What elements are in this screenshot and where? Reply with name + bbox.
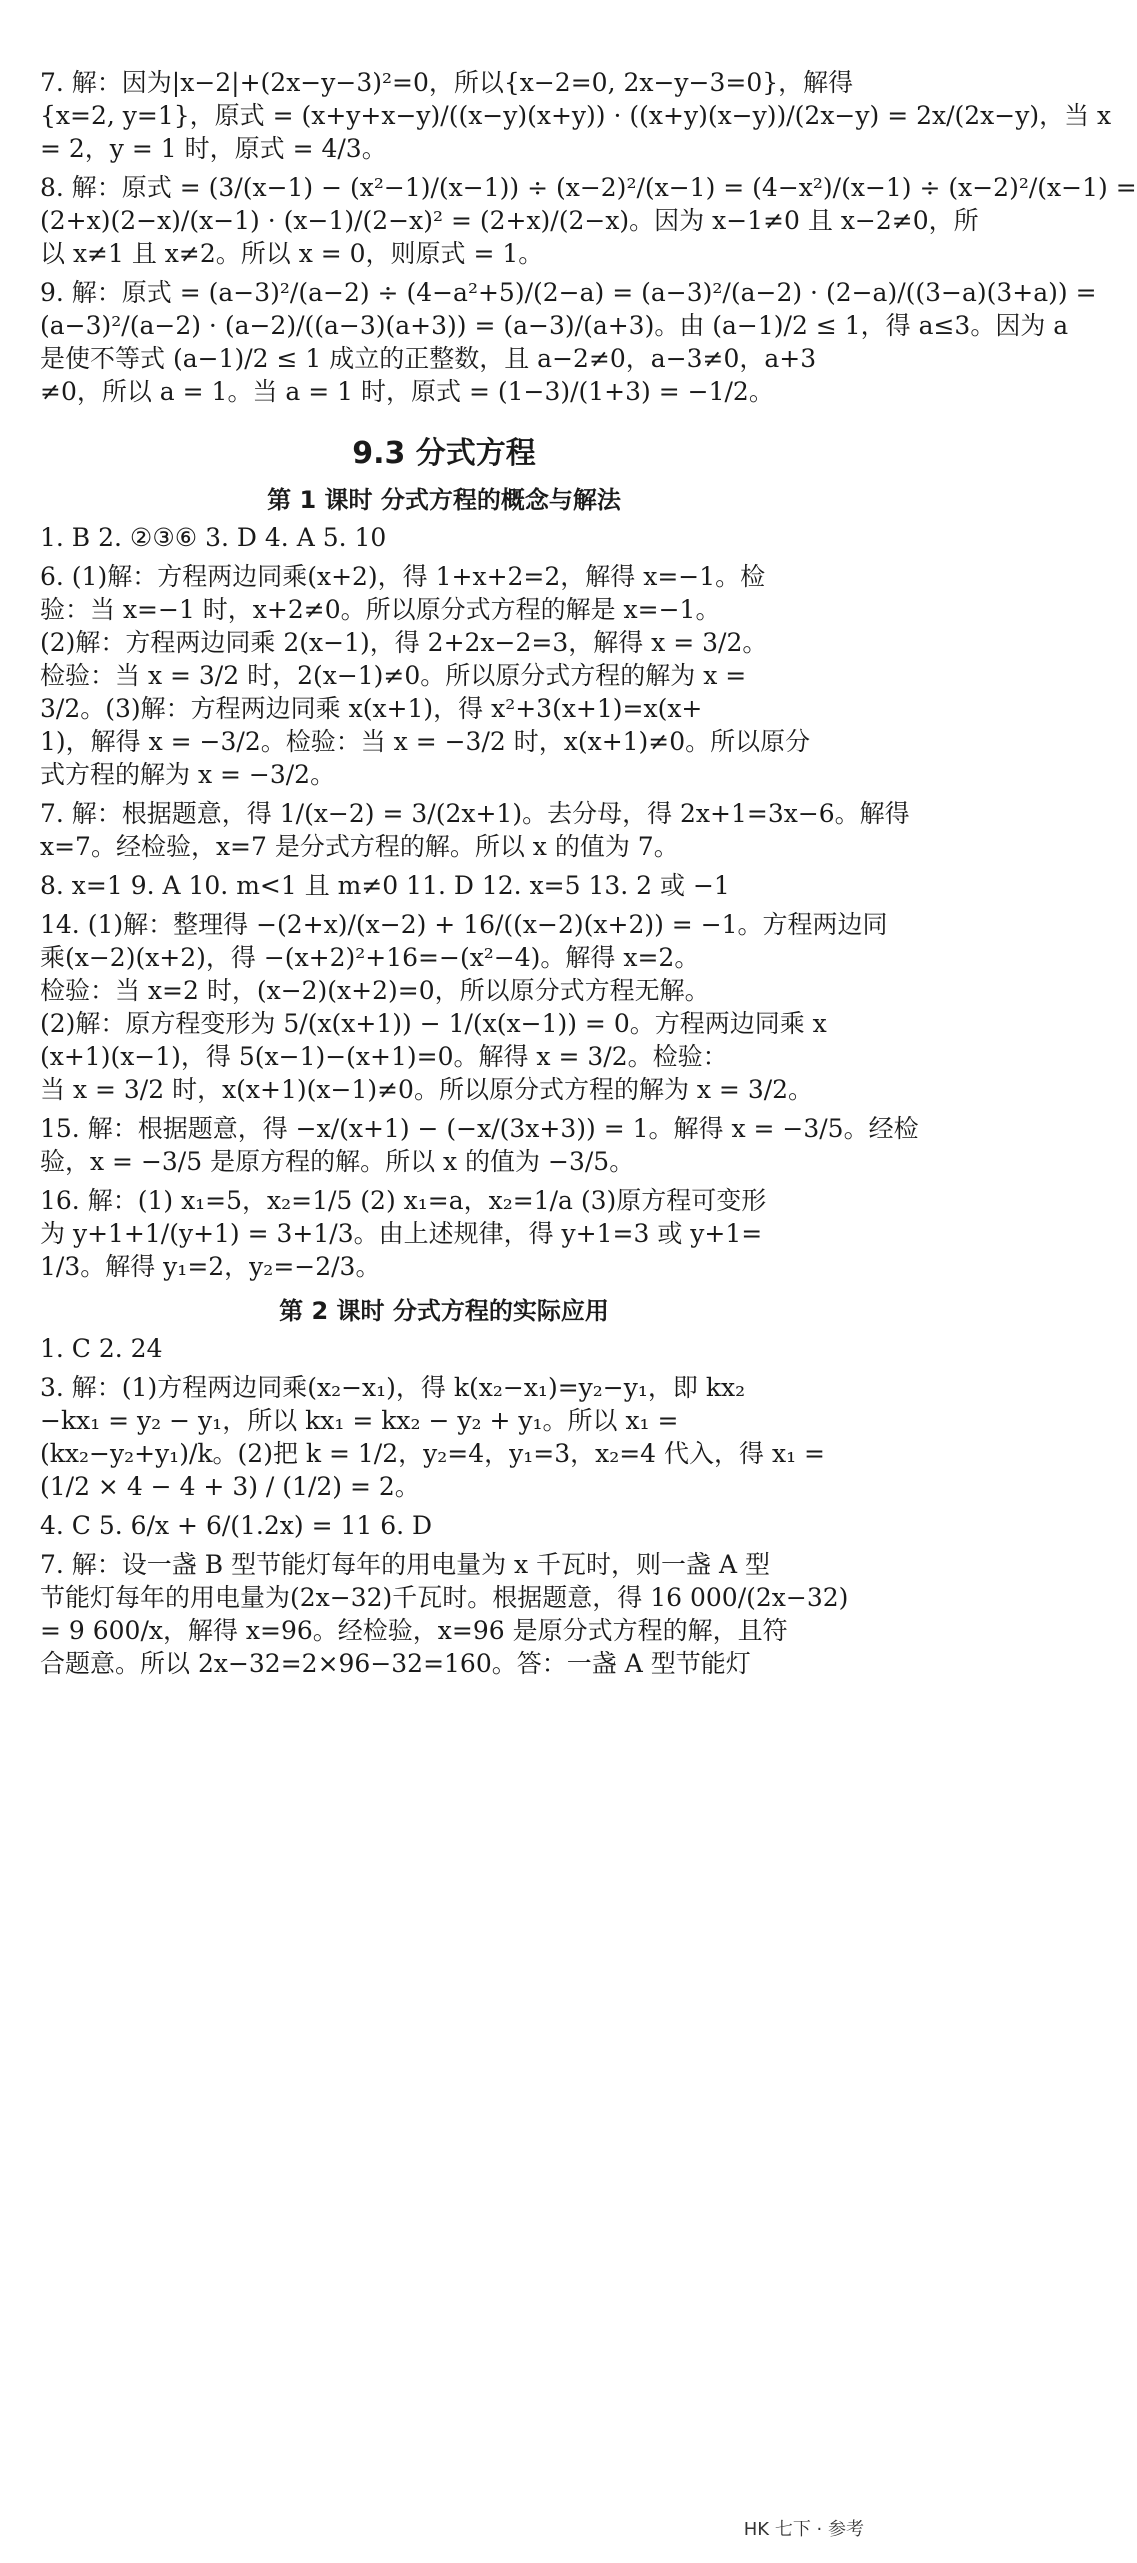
lesson1-answer-16 bbox=[40, 1184, 848, 1283]
answer-9 bbox=[40, 276, 1097, 408]
answer-7-prev bbox=[40, 66, 1112, 165]
page-footer: HK 七下 · 参考 bbox=[743, 2519, 864, 2540]
text-line: 乘(x−2)(x+2)，得 −(x+2)²+16=−(x²−4)。解得 x=2。 bbox=[40, 943, 700, 972]
text-line: 16. 解：(1) x₁=5，x₂=1/5 (2) x₁=a，x₂=1/a (3)原方程可变形 bbox=[40, 1186, 767, 1215]
text-line: 以 x≠1 且 x≠2。所以 x = 0，则原式 = 1。 bbox=[40, 239, 544, 268]
lesson1-answer-14 bbox=[40, 908, 888, 1106]
text-line: 节能灯每年的用电量为(2x−32)千瓦时。根据题意，得 16 000/(2x−32) bbox=[40, 1583, 849, 1612]
lesson2-answer-7 bbox=[40, 1548, 848, 1680]
text-line: 8. 解：原式 = (3/(x−1) − (x²−1)/(x−1)) ÷ (x−2)²/(x−1) = (4−x²)/(x−1) ÷ (x−2)²/(x−1) = bbox=[40, 173, 1137, 202]
text-line: (kx₂−y₂+y₁)/k。(2)把 k = 1/2，y₂=4，y₁=3，x₂=4 代入，得 x₁ = bbox=[40, 1439, 825, 1468]
text-line: 验：当 x=−1 时，x+2≠0。所以原分式方程的解是 x=−1。 bbox=[40, 595, 721, 624]
text-line: ≠0，所以 a = 1。当 a = 1 时，原式 = (1−3)/(1+3) = −1/2。 bbox=[40, 377, 774, 406]
text-line: 15. 解：根据题意，得 −x/(x+1) − (−x/(3x+3)) = 1。解得 x = −3/5。经检 bbox=[40, 1114, 919, 1143]
lesson-title-2: 第 2 课时 分式方程的实际应用 bbox=[279, 1297, 609, 1325]
text-line: x=7。经检验，x=7 是分式方程的解。所以 x 的值为 7。 bbox=[40, 832, 679, 861]
lesson2-answer-3 bbox=[40, 1371, 848, 1503]
text-line: 检验：当 x = 3/2 时，2(x−1)≠0。所以原分式方程的解为 x = bbox=[40, 661, 747, 690]
text-line: (a−3)²/(a−2) · (a−2)/((a−3)(a+3)) = (a−3)/(a+3)。由 (a−1)/2 ≤ 1，得 a≤3。因为 a bbox=[40, 311, 1069, 340]
text-line: 1. B 2. ②③⑥ 3. D 4. A 5. 10 bbox=[40, 523, 387, 552]
text-line: (2)解：原方程变形为 5/(x(x+1)) − 1/(x(x−1)) = 0。方程两边同乘 x bbox=[40, 1009, 827, 1038]
text-line: = 9 600/x，解得 x=96。经检验，x=96 是原分式方程的解，且符 bbox=[40, 1616, 788, 1645]
lesson2-answers-1-2 bbox=[40, 1332, 848, 1365]
section-title: 9.3 分式方程 bbox=[352, 436, 536, 471]
text-line: {x=2, y=1}，原式 = (x+y+x−y)/((x−y)(x+y)) · ((x+y)(x−y))/(2x−y) = 2x/(2x−y)，当 x bbox=[40, 101, 1112, 130]
text-line: 为 y+1+1/(y+1) = 3+1/3。由上述规律，得 y+1=3 或 y+1= bbox=[40, 1219, 763, 1248]
text-line: (2+x)(2−x)/(x−1) · (x−1)/(2−x)² = (2+x)/(2−x)。因为 x−1≠0 且 x−2≠0，所 bbox=[40, 206, 979, 235]
text-line: 合题意。所以 2x−32=2×96−32=160。答：一盏 A 型节能灯 bbox=[40, 1649, 751, 1678]
text-line: 7. 解：设一盏 B 型节能灯每年的用电量为 x 千瓦时，则一盏 A 型 bbox=[40, 1550, 771, 1579]
text-line: 验，x = −3/5 是原方程的解。所以 x 的值为 −3/5。 bbox=[40, 1147, 635, 1176]
text-line: 3. 解：(1)方程两边同乘(x₂−x₁)，得 k(x₂−x₁)=y₂−y₁，即 kx₂ bbox=[40, 1373, 746, 1402]
text-line: (1/2 × 4 − 4 + 3) / (1/2) = 2。 bbox=[40, 1472, 420, 1501]
lesson-title-1: 第 1 课时 分式方程的概念与解法 bbox=[267, 486, 621, 514]
lesson1-answer-15 bbox=[40, 1112, 919, 1178]
answer-8 bbox=[40, 171, 1137, 270]
text-line: 4. C 5. 6/x + 6/(1.2x) = 11 6. D bbox=[40, 1511, 433, 1540]
lesson2-answers-4-6 bbox=[40, 1509, 848, 1542]
text-line: 1/3。解得 y₁=2，y₂=−2/3。 bbox=[40, 1252, 381, 1281]
text-line: 3/2。(3)解：方程两边同乘 x(x+1)，得 x²+3(x+1)=x(x+ bbox=[40, 694, 703, 723]
text-line: (2)解：方程两边同乘 2(x−1)，得 2+2x−2=3，解得 x = 3/2。 bbox=[40, 628, 768, 657]
text-line: 8. x=1 9. A 10. m<1 且 m≠0 11. D 12. x=5 13. 2 或 −1 bbox=[40, 871, 730, 900]
text-line: 7. 解：因为|x−2|+(2x−y−3)²=0，所以{x−2=0, 2x−y−3=0}，解得 bbox=[40, 68, 854, 97]
text-line: 6. (1)解：方程两边同乘(x+2)，得 1+x+2=2，解得 x=−1。检 bbox=[40, 562, 766, 591]
text-line: 当 x = 3/2 时，x(x+1)(x−1)≠0。所以原分式方程的解为 x = 3/2。 bbox=[40, 1075, 814, 1104]
answer-page bbox=[40, 66, 1137, 1686]
text-line: −kx₁ = y₂ − y₁，所以 kx₁ = kx₂ − y₂ + y₁。所以 x₁ = bbox=[40, 1406, 679, 1435]
text-line: 14. (1)解：整理得 −(2+x)/(x−2) + 16/((x−2)(x+2)) = −1。方程两边同 bbox=[40, 910, 888, 939]
text-line: 式方程的解为 x = −3/2。 bbox=[40, 760, 336, 789]
lesson1-answers-1-5 bbox=[40, 521, 848, 554]
text-line: 是使不等式 (a−1)/2 ≤ 1 成立的正整数，且 a−2≠0，a−3≠0，a+3 bbox=[40, 344, 817, 373]
lesson1-answers-8-13 bbox=[40, 869, 848, 902]
lesson1-answer-7 bbox=[40, 797, 910, 863]
text-line: 7. 解：根据题意，得 1/(x−2) = 3/(2x+1)。去分母，得 2x+1=3x−6。解得 bbox=[40, 799, 910, 828]
lesson1-answer-6 bbox=[40, 560, 848, 791]
text-line: 1)，解得 x = −3/2。检验：当 x = −3/2 时，x(x+1)≠0。所以原分 bbox=[40, 727, 811, 756]
text-line: (x+1)(x−1)，得 5(x−1)−(x+1)=0。解得 x = 3/2。检验： bbox=[40, 1042, 728, 1071]
text-line: 1. C 2. 24 bbox=[40, 1334, 163, 1363]
text-line: 9. 解：原式 = (a−3)²/(a−2) ÷ (4−a²+5)/(2−a) = (a−3)²/(a−2) · (2−a)/((3−a)(3+a)) = bbox=[40, 278, 1097, 307]
text-line: 检验：当 x=2 时，(x−2)(x+2)=0，所以原分式方程无解。 bbox=[40, 976, 710, 1005]
text-line: = 2，y = 1 时，原式 = 4/3。 bbox=[40, 134, 387, 163]
